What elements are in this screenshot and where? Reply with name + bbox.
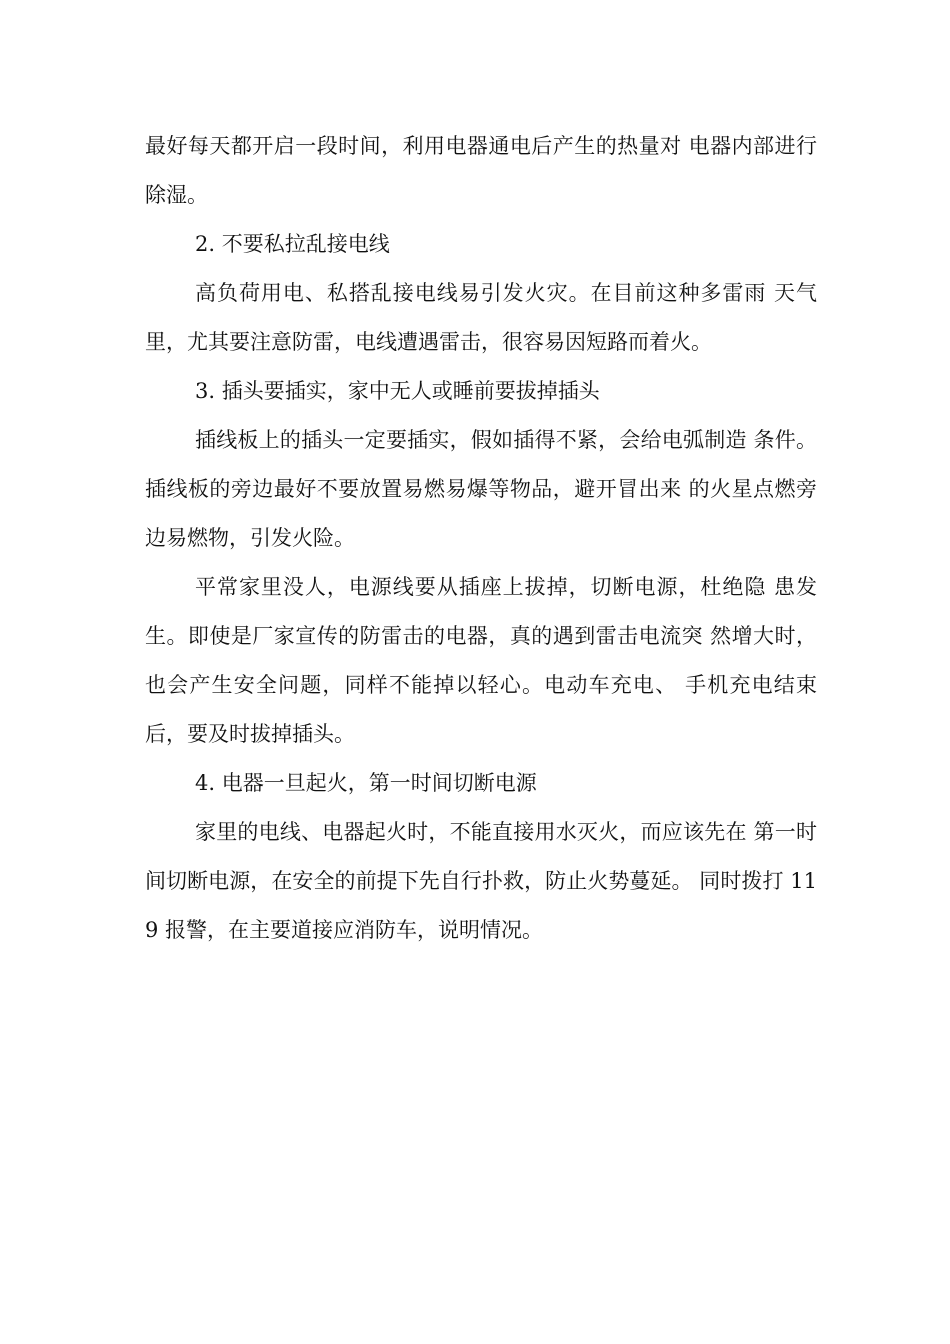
- paragraph-unplug: 平常家里没人，电源线要从插座上拔掉，切断电源，杜绝隐 患发生。即使是厂家宣传的防雷击的电器，真的遇到雷击电流突 然增大时，也会产生安全问题，同样不能掉以轻心。电动车充电、 手机充电结束后，要及时拔掉插头。: [145, 575, 817, 746]
- document-body: [145, 122, 817, 955]
- section-heading-4: 4. 电器一旦起火，第一时间切断电源: [195, 771, 537, 795]
- paragraph-overload: 高负荷用电、私搭乱接电线易引发火灾。在目前这种多雷雨 天气里，尤其要注意防雷，电线遭遇雷击，很容易因短路而着火。: [145, 281, 817, 354]
- section-heading-3: 3. 插头要插实，家中无人或睡前要拔掉插头: [195, 379, 600, 403]
- paragraph-dehumidify-continued: 最好每天都开启一段时间，利用电器通电后产生的热量对 电器内部进行除湿。: [145, 134, 817, 207]
- paragraph-cut-power: 家里的电线、电器起火时，不能直接用水灭火，而应该先在 第一时间切断电源，在安全的前提下先自行扑救，防止火势蔓延。 同时拨打 119 报警，在主要道接应消防车，说明情况。: [145, 820, 817, 942]
- paragraph-plug-firm: 插线板上的插头一定要插实，假如插得不紧，会给电弧制造 条件。插线板的旁边最好不要放置易燃易爆等物品，避开冒出来 的火星点燃旁边易燃物，引发火险。: [145, 428, 817, 550]
- section-heading-2: 2. 不要私拉乱接电线: [195, 232, 390, 256]
